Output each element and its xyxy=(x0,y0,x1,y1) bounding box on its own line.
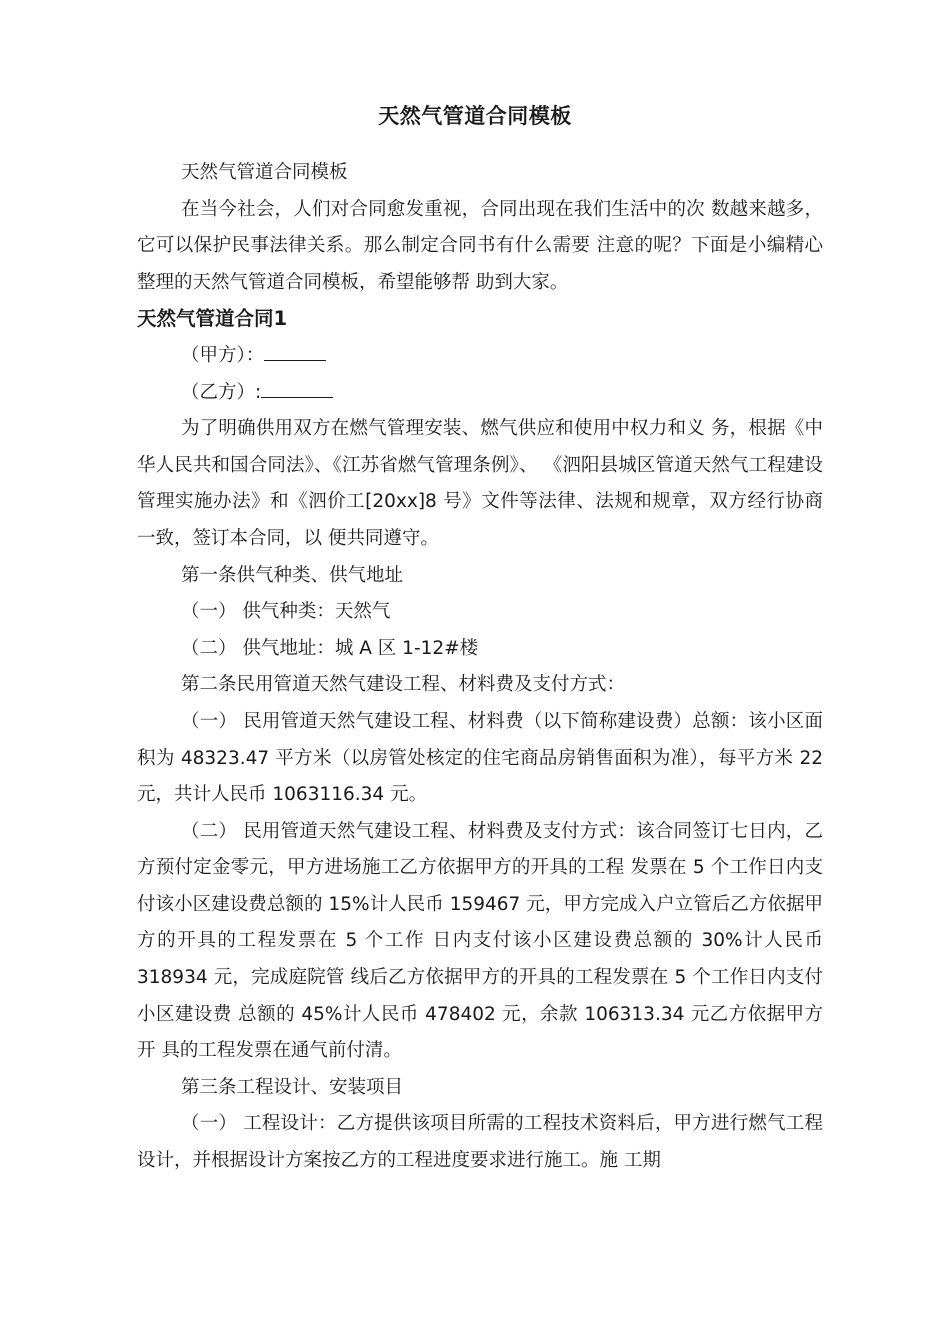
party-b-blank xyxy=(261,375,333,398)
purpose-paragraph: 为了明确供用双方在燃气管理安装、燃气供应和使用中权力和义 务，根据《中华人民共和国合同法》、《江苏省燃气管理条例》、 《泗阳县城区管道天然气工程建设管理实施办法》和《泗价工[20xx]8 号》文件等法律、法规和规章，双方经行协商一致，签订本合同，以 便共同遵守。 xyxy=(137,418,823,549)
party-b-label: （乙方）: xyxy=(181,381,262,403)
article-1-item-1: （一） 供气种类：天然气 xyxy=(181,601,391,623)
party-a-label: （甲方）： xyxy=(181,344,265,366)
document-title: 天然气管道合同模板 xyxy=(378,104,572,128)
party-b-line xyxy=(137,375,823,412)
document-body xyxy=(137,155,823,1180)
section-heading: 天然气管道合同1 xyxy=(137,307,288,331)
article-2-item-1: （一） 民用管道天然气建设工程、材料费（以下简称建设费）总额：该小区面积为 48323.47 平方米（以房管处核定的住宅商品房销售面积为准），每平方米 22 元，共计人民币 1063116.34 元。 xyxy=(137,710,823,806)
article-1-item-2: （二） 供气地址：城 A 区 1-12#楼 xyxy=(181,637,479,659)
article-3-item-1: （一） 工程设计：乙方提供该项目所需的工程技术资料后，甲方进行燃气工程设计，并根据设计方案按乙方的工程进度要求进行施工。施 工期 xyxy=(137,1113,823,1172)
party-a-line xyxy=(137,338,823,375)
article-2-item-2: （二） 民用管道天然气建设工程、材料费及支付方式：该合同签订七日内，乙方预付定金零元，甲方进场施工乙方依据甲方的开具的工程 发票在 5 个工作日内支付该小区建设费总额的 15%计人民币 159467 元，甲方完成入户立管后乙方依据甲方的开具的工程发票在 5 个工作 日内支付该小区建设费总额的 30%计人民币 318934 元，完成庭院管 线后乙方依据甲方的开具的工程发票在 5 个工作日内支付小区建设费 总额的 45%计人民币 478402 元，余款 106313.34 元乙方依据甲方开 具的工程发票在通气前付清。 xyxy=(137,820,823,1062)
article-3-heading: 第三条工程设计、安装项目 xyxy=(181,1076,404,1098)
article-1-heading: 第一条供气种类、供气地址 xyxy=(181,564,404,586)
intro-paragraph: 在当今社会，人们对合同愈发重视，合同出现在我们生活中的次 数越来越多，它可以保护民事法律关系。那么制定合同书有什么需要 注意的呢？下面是小编精心整理的天然气管道合同模板，希望能够帮 助到大家。 xyxy=(137,198,823,293)
article-2-heading: 第二条民用管道天然气建设工程、材料费及支付方式： xyxy=(181,674,626,696)
subtitle-paragraph: 天然气管道合同模板 xyxy=(181,162,348,183)
party-a-blank xyxy=(264,338,326,361)
